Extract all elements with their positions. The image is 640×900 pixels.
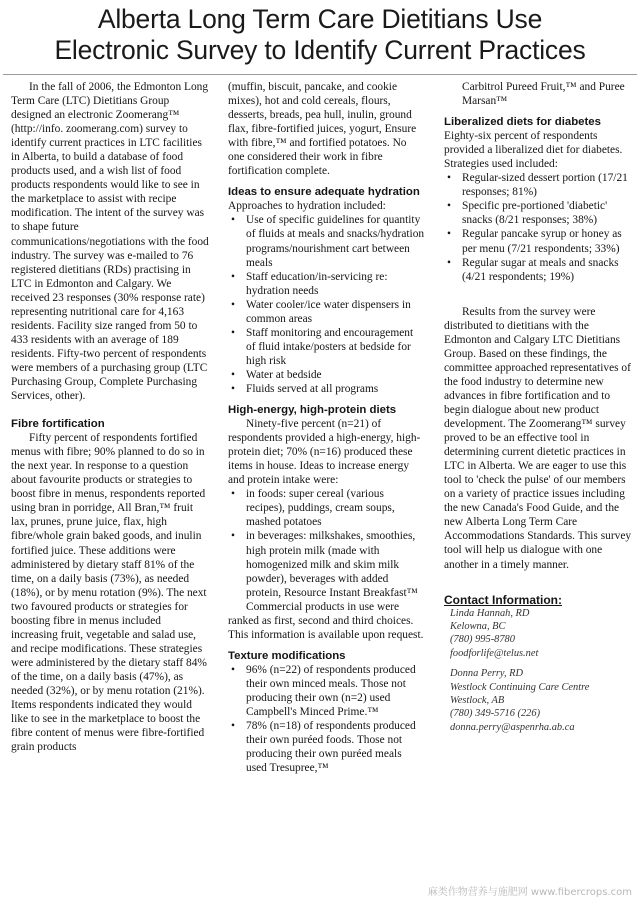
diabetes-heading: Liberalized diets for diabetes bbox=[444, 116, 601, 129]
list-item: • Water cooler/ice water dispensers in common areas bbox=[228, 298, 425, 326]
list-item: • Use of specific guidelines for quantity of fluids at meals and snacks/hydration programs/nourishment cart between meals bbox=[228, 213, 425, 269]
list-item: • Regular sugar at meals and snacks (4/21 respondents; 19%) bbox=[444, 256, 637, 284]
list-item: • Regular-sized dessert portion (17/21 responses; 81%) bbox=[444, 171, 637, 199]
contact-phone: (780) 995-8780 bbox=[450, 634, 515, 646]
hydration-intro: Approaches to hydration included: bbox=[228, 200, 386, 213]
fibre-heading: Fibre fortification bbox=[11, 418, 105, 431]
list-item: • Staff monitoring and encouragement of fluid intake/posters at bedside for high risk bbox=[228, 326, 425, 368]
list-item: • Regular pancake syrup or honey as per menu (7/21 respondents; 33%) bbox=[444, 227, 637, 255]
title-divider bbox=[3, 74, 637, 75]
list-item: • 96% (n=22) of respondents produced their own minced meals. Those not producing their own (n=2) used Campbell's Minced Prime.™ bbox=[228, 663, 425, 719]
texture-continued: Carbitrol Pureed Fruit,™ and Puree Marsan™ bbox=[462, 81, 625, 108]
site-watermark: 麻类作物营养与施肥网 www.fibercrops.com bbox=[427, 887, 632, 898]
contact-heading: Contact Information: bbox=[444, 592, 562, 607]
energy-list bbox=[228, 487, 425, 599]
column-3 bbox=[444, 80, 637, 734]
list-item: • 78% (n=18) of respondents produced their own puréed foods. Those not producing their own puréed meals used Tresupree,™ bbox=[228, 719, 425, 775]
hydration-list bbox=[228, 213, 425, 396]
results-paragraph: Results from the survey were distributed to dietitians with the Edmonton and Calgary LTC Dietitians Group. Based on these findings, the committee approached representatives of the food industry to determine new advances in fibre fortification and to begin dialogue about new product development. The Zoomerang™ survey proved to be an effective tool in determining current dietetic practices in LTC in Alberta. We are eager to use this tool to 'check the pulse' of our members on a variety of practice issues including the new Canada's Food Guide, and the new Alberta Long Term Care Accommodations Standards. This survey tool will help us dialogue with one another in a timely manner. bbox=[444, 305, 632, 571]
contact-city: Westlock, AB bbox=[450, 694, 505, 706]
texture-heading: Texture modifications bbox=[228, 649, 346, 662]
article-title bbox=[6, 4, 634, 66]
list-item: • Staff education/in-servicing re: hydration needs bbox=[228, 270, 425, 298]
list-item: • in beverages: milkshakes, smoothies, high protein milk (made with homogenized milk and skim milk powder), beverages with added protein, Resource Instant Breakfast™ bbox=[228, 529, 425, 599]
diabetes-intro: Eighty-six percent of respondents provided a liberalized diet for diabetes. Strategies used included: bbox=[444, 130, 623, 171]
title-line-2: Electronic Survey to Identify Current Practices bbox=[54, 35, 586, 65]
energy-after-paragraph: Commercial products in use were ranked as first, second and third choices. This information is available upon request. bbox=[228, 600, 424, 641]
contact-name: Linda Hannah, RD bbox=[450, 607, 530, 619]
contact-phone: (780) 349-5716 (226) bbox=[450, 708, 541, 720]
list-item: • in foods: super cereal (various recipes), puddings, cream soups, mashed potatoes bbox=[228, 487, 425, 529]
contact-org: Westlock Continuing Care Centre bbox=[450, 681, 590, 693]
title-line-1: Alberta Long Term Care Dietitians Use bbox=[97, 4, 543, 34]
contact-block-2 bbox=[450, 667, 637, 734]
list-item: • Water at bedside bbox=[228, 368, 425, 382]
hydration-heading: Ideas to ensure adequate hydration bbox=[228, 186, 420, 199]
fibre-paragraph: Fifty percent of respondents fortified menus with fibre; 90% planned to do so in the next year. In response to a question about favourite products or strategies to boost fibre in menus, respondents reported using bran in porridge, All Bran,™ fruit lax, prunes, prune juice, flax, high fibre/whole grain baked goods, and inulin fortified juice. These additions were administered by dietary staff 81% of the time, on a daily basis (73%), as needed (18%), or by menu rotation (9%). The next two favoured products or strategies for boosting fibre in menus included increasing fruit, vegetable and salad use, and recipe modifications. These strategies were administered by the dietary staff 84% of the time, on a daily basis (47%), as needed (32%), or by menu rotation (21%). Items respondents indicated they would like to see in the marketplace to boost the fibre content of menus were fibre-fortified grain products bbox=[11, 432, 207, 754]
texture-list bbox=[228, 663, 425, 775]
column-2 bbox=[228, 80, 425, 775]
contact-city: Kelowna, BC bbox=[450, 620, 506, 632]
diabetes-list bbox=[444, 171, 637, 283]
contact-name: Donna Perry, RD bbox=[450, 668, 524, 680]
contact-email: foodforlife@telus.net bbox=[450, 647, 539, 659]
column-1 bbox=[11, 80, 209, 754]
energy-paragraph: Ninety-five percent (n=21) of respondents provided a high-energy, high-protein diet; 70% (n=16) produced these items in house. Ideas to increase energy and protein intake were: bbox=[228, 418, 421, 487]
contact-email: donna.perry@aspenrha.ab.ca bbox=[450, 721, 575, 733]
list-item: • Specific pre-portioned 'diabetic' snacks (8/21 responses; 38%) bbox=[444, 199, 637, 227]
energy-heading: High-energy, high-protein diets bbox=[228, 404, 397, 417]
list-item: • Fluids served at all programs bbox=[228, 382, 425, 396]
intro-paragraph: In the fall of 2006, the Edmonton Long Term Care (LTC) Dietitians Group designed an electronic Zoomerang™ (http://info. zoomerang.com) survey to identify current practices in LTC facilities in Alberta, to build a database of food products used, and a wish list of food products respondents would like to see in the marketplace to assist with recipe modification. The intent of the survey was to shape future communications/negotiations with the food industry. The survey was e-mailed to 76 registered dietitians (RDs) practising in LTC in Edmonton and Calgary. We received 23 responses (30% response rate) representing nutritional care for 4,163 residents. Facility size ranged from 50 to 433 residents with an average of 189 residents. Fifty-two percent of respondents were members of a purchasing group (LTC Purchasing Group, Complete Purchasing Services, other). bbox=[11, 81, 209, 403]
fibre-paragraph-continued: (muffin, biscuit, pancake, and cookie mixes), hot and cold cereals, flours, desserts, breads, pea hull, inulin, ground flax, fibre-fortified juices, yogurt, Ensure with fibre,™ and fortified potatoes. No one considered their work in fibre fortification complete. bbox=[228, 81, 417, 178]
contact-block-1 bbox=[450, 607, 637, 661]
